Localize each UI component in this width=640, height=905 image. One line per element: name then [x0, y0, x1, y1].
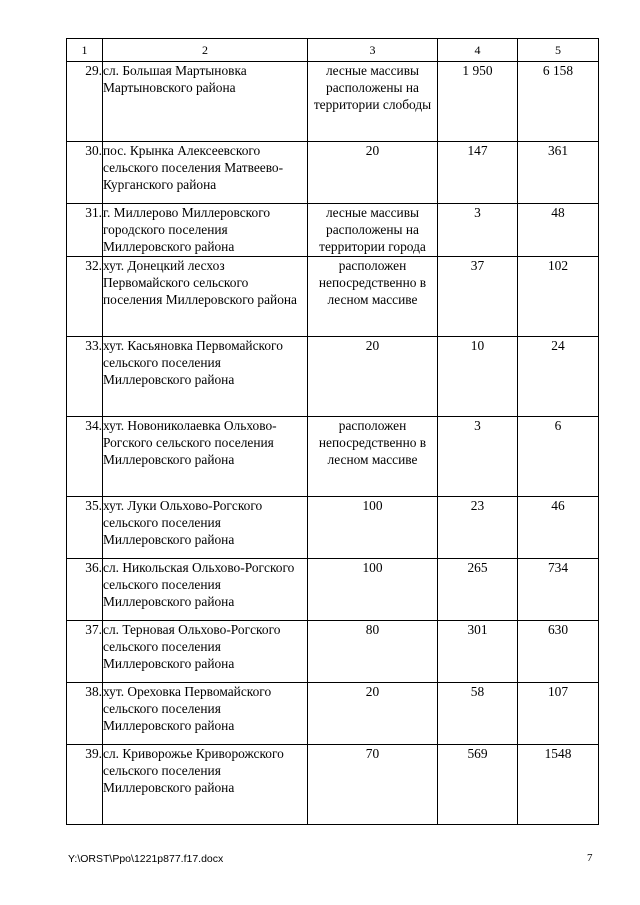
settlement-name: хут. Ореховка Первомайского сельского поселения Миллеровского района — [103, 683, 308, 745]
value-col-5: 24 — [518, 337, 599, 417]
distance-value: 100 — [308, 559, 438, 621]
table-row — [67, 417, 599, 497]
value-col-5: 46 — [518, 497, 599, 559]
settlement-name: сл. Большая Мартыновка Мартыновского района — [103, 62, 308, 142]
value-col-4: 3 — [438, 204, 518, 257]
settlement-name: сл. Никольская Ольхово-Рогского сельского поселения Миллеровского района — [103, 559, 308, 621]
distance-value: 20 — [308, 683, 438, 745]
settlement-name: хут. Касьяновка Первомайского сельского поселения Миллеровского района — [103, 337, 308, 417]
row-number: 30. — [67, 142, 103, 204]
settlement-name: хут. Донецкий лесхоз Первомайского сельского поселения Миллеровского района — [103, 257, 308, 337]
value-col-5: 630 — [518, 621, 599, 683]
footer-file-path: Y:\ORST\Ppo\1221p877.f17.docx — [68, 853, 224, 865]
settlement-name: г. Миллерово Миллеровского городского поселения Миллеровского района — [103, 204, 308, 257]
row-number: 37. — [67, 621, 103, 683]
distance-value: лесные массивы расположены на территории слободы — [308, 62, 438, 142]
distance-value: 20 — [308, 142, 438, 204]
value-col-4: 37 — [438, 257, 518, 337]
row-number: 38. — [67, 683, 103, 745]
value-col-4: 10 — [438, 337, 518, 417]
distance-value: расположен непосредственно в лесном массиве — [308, 257, 438, 337]
settlement-name: хут. Новониколаевка Ольхово-Рогского сельского поселения Миллеровского района — [103, 417, 308, 497]
settlements-table — [66, 38, 599, 825]
page-number: 7 — [587, 852, 593, 864]
settlement-name: пос. Крынка Алексеевского сельского поселения Матвеево-Курганского района — [103, 142, 308, 204]
table-header-row — [67, 39, 599, 62]
value-col-4: 265 — [438, 559, 518, 621]
table-row — [67, 559, 599, 621]
value-col-4: 3 — [438, 417, 518, 497]
value-col-5: 102 — [518, 257, 599, 337]
value-col-5: 734 — [518, 559, 599, 621]
value-col-5: 48 — [518, 204, 599, 257]
row-number: 29. — [67, 62, 103, 142]
column-header: 4 — [438, 39, 518, 62]
value-col-5: 6 158 — [518, 62, 599, 142]
row-number: 33. — [67, 337, 103, 417]
distance-value: 100 — [308, 497, 438, 559]
value-col-4: 301 — [438, 621, 518, 683]
settlement-name: сл. Криворожье Криворожского сельского поселения Миллеровского района — [103, 745, 308, 825]
table-row — [67, 257, 599, 337]
distance-value: 20 — [308, 337, 438, 417]
table-row — [67, 683, 599, 745]
table-row — [67, 142, 599, 204]
row-number: 35. — [67, 497, 103, 559]
settlement-name: хут. Луки Ольхово-Рогского сельского поселения Миллеровского района — [103, 497, 308, 559]
value-col-4: 58 — [438, 683, 518, 745]
value-col-4: 147 — [438, 142, 518, 204]
row-number: 32. — [67, 257, 103, 337]
value-col-4: 23 — [438, 497, 518, 559]
table-row — [67, 337, 599, 417]
value-col-4: 569 — [438, 745, 518, 825]
settlement-name: сл. Терновая Ольхово-Рогского сельского поселения Миллеровского района — [103, 621, 308, 683]
distance-value: лесные массивы расположены на территории города — [308, 204, 438, 257]
table-row — [67, 204, 599, 257]
row-number: 31. — [67, 204, 103, 257]
value-col-5: 107 — [518, 683, 599, 745]
row-number: 34. — [67, 417, 103, 497]
value-col-5: 6 — [518, 417, 599, 497]
value-col-5: 1548 — [518, 745, 599, 825]
row-number: 36. — [67, 559, 103, 621]
column-header: 5 — [518, 39, 599, 62]
distance-value: расположен непосредственно в лесном массиве — [308, 417, 438, 497]
table-row — [67, 745, 599, 825]
row-number: 39. — [67, 745, 103, 825]
distance-value: 80 — [308, 621, 438, 683]
column-header: 1 — [67, 39, 103, 62]
distance-value: 70 — [308, 745, 438, 825]
column-header: 2 — [103, 39, 308, 62]
column-header: 3 — [308, 39, 438, 62]
table-row — [67, 497, 599, 559]
table-row — [67, 621, 599, 683]
value-col-4: 1 950 — [438, 62, 518, 142]
value-col-5: 361 — [518, 142, 599, 204]
table-row — [67, 62, 599, 142]
